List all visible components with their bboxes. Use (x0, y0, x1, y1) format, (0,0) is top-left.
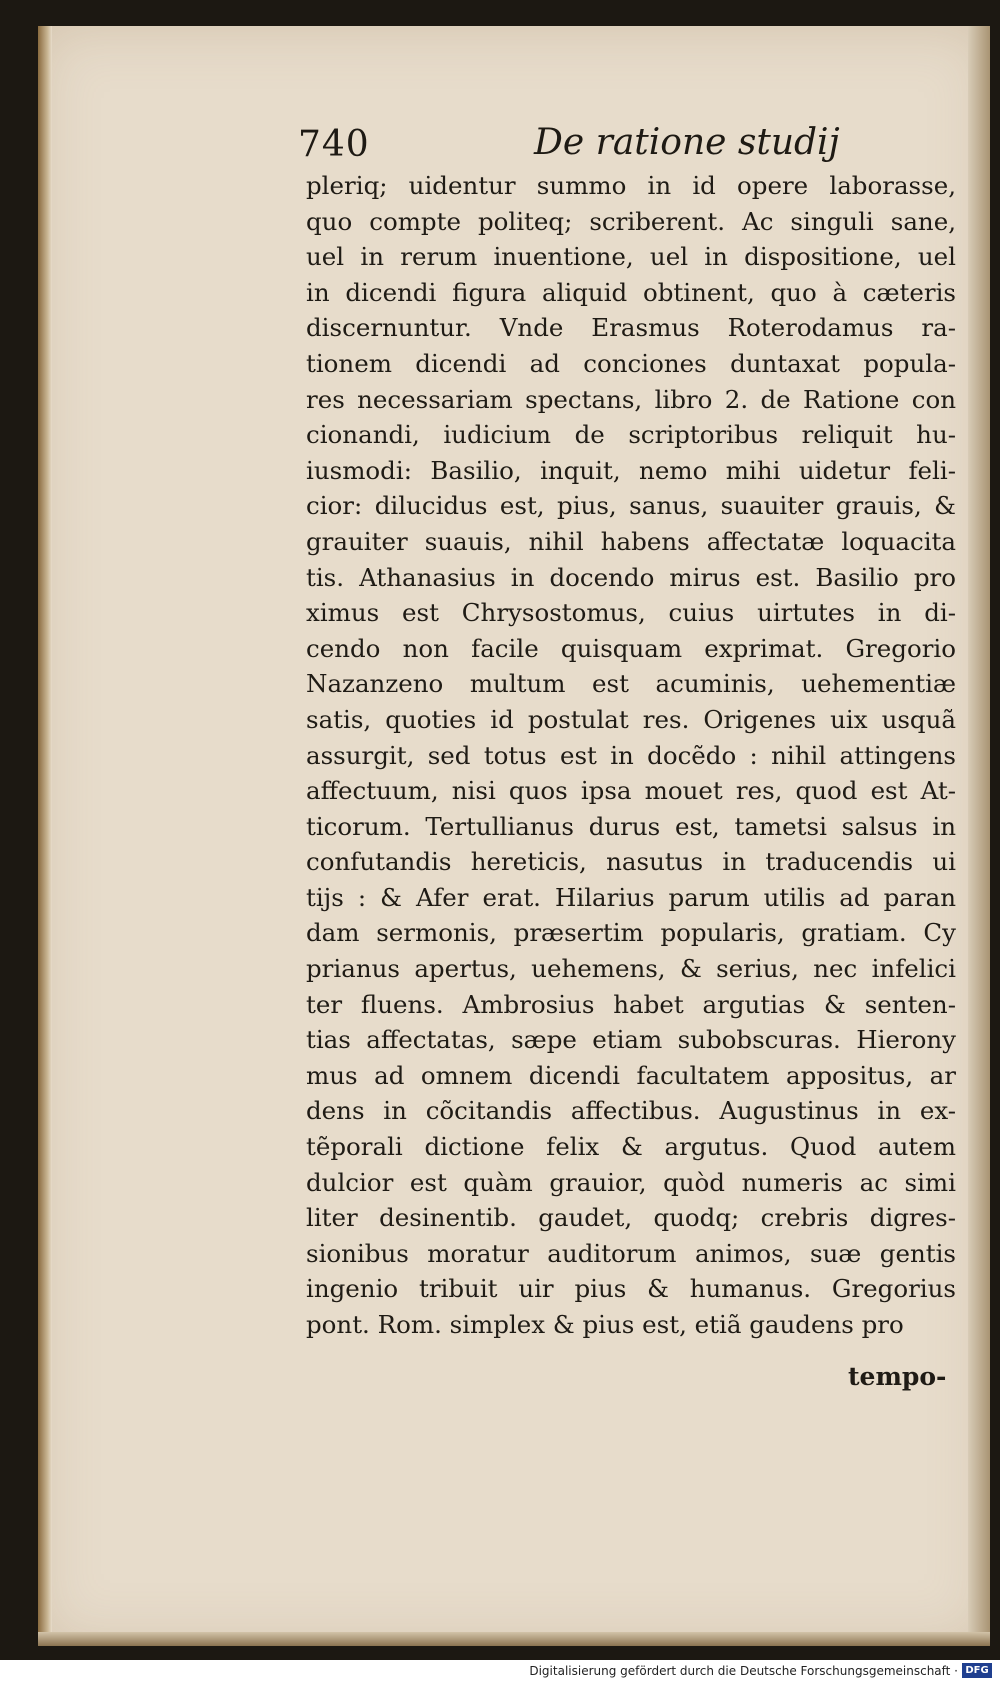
text-line: dam sermonis, præsertim popularis, gratiam. Cy (306, 918, 956, 948)
footer-strip (0, 1660, 1000, 1684)
text-line: mus ad omnem dicendi facultatem appositus, ar (306, 1060, 956, 1090)
text-line: in dicendi figura aliquid obtinent, quo à cæteris (306, 277, 956, 307)
text-line: cendo non facile quisquam exprimat. Gregorio (306, 633, 956, 663)
page-right-edge (968, 26, 990, 1646)
text-line: tijs : & Afer erat. Hilarius parum utilis ad paran (306, 882, 956, 912)
page-binding-edge (38, 26, 52, 1646)
text-line: tẽporali dictione felix & argutus. Quod autem (306, 1132, 956, 1162)
body-text (306, 168, 956, 1343)
text-line: confutandis hereticis, nasutus in traducendis ui (306, 847, 956, 877)
text-line: iusmodi: Basilio, inquit, nemo mihi uidetur feli- (306, 455, 956, 485)
text-line: dens in cõcitandis affectibus. Augustinus in ex- (306, 1096, 956, 1126)
text-line: cionandi, iudicium de scriptoribus reliquit hu- (306, 420, 956, 450)
catchword: tempo- (848, 1362, 947, 1391)
text-line: res necessariam spectans, libro 2. de Ratione con (306, 384, 956, 414)
running-title: De ratione studij (534, 122, 840, 163)
text-line: pleriq; uidentur summo in id opere laborasse, (306, 171, 956, 200)
text-line: quo compte politeq; scriberent. Ac singuli sane, (306, 206, 956, 236)
text-line: satis, quoties id postulat res. Origenes uix usquã (306, 704, 956, 734)
text-line: prianus apertus, uehemens, & serius, nec infelici (306, 954, 956, 984)
text-line: tis. Athanasius in docendo mirus est. Basilio pro (306, 562, 956, 592)
text-line: assurgit, sed totus est in docẽdo : nihil attingens (306, 740, 956, 770)
text-line: ter fluens. Ambrosius habet argutias & senten- (306, 989, 956, 1019)
page-bottom-edge (38, 1632, 990, 1646)
text-line: ticorum. Tertullianus durus est, tametsi salsus in (306, 811, 956, 841)
text-line: cior: dilucidus est, pius, sanus, suauiter grauis, & (306, 491, 956, 521)
text-line: pont. Rom. simplex & pius est, etiã gaudens pro (306, 1310, 904, 1339)
text-line: uel in rerum inuentione, uel in dispositione, uel (306, 242, 956, 272)
text-line: liter desinentib. gaudet, quodq; crebris digres- (306, 1203, 956, 1233)
text-line: dulcior est quàm grauior, quòd numeris ac simi (306, 1167, 956, 1197)
text-line: affectuum, nisi quos ipsa mouet res, quod est At- (306, 776, 956, 806)
text-line: grauiter suauis, nihil habens affectatæ loquacita (306, 526, 956, 556)
text-line: sionibus moratur auditorum animos, suæ gentis (306, 1238, 956, 1268)
text-line: discernuntur. Vnde Erasmus Roterodamus ra- (306, 313, 956, 343)
text-line: ingenio tribuit uir pius & humanus. Gregorius (306, 1274, 956, 1304)
text-line: Nazanzeno multum est acuminis, uehementiæ (306, 669, 956, 699)
funding-credit: Digitalisierung gefördert durch die Deutsche Forschungsgemeinschaft · (529, 1664, 958, 1678)
dfg-logo-icon: DFG (962, 1663, 992, 1678)
text-line: tionem dicendi ad conciones duntaxat popula- (306, 348, 956, 378)
running-head (298, 118, 938, 174)
text-line: ximus est Chrysostomus, cuius uirtutes in di- (306, 598, 956, 628)
text-line: tias affectatas, sæpe etiam subobscuras. Hierony (306, 1025, 956, 1055)
page-number: 740 (298, 124, 370, 165)
